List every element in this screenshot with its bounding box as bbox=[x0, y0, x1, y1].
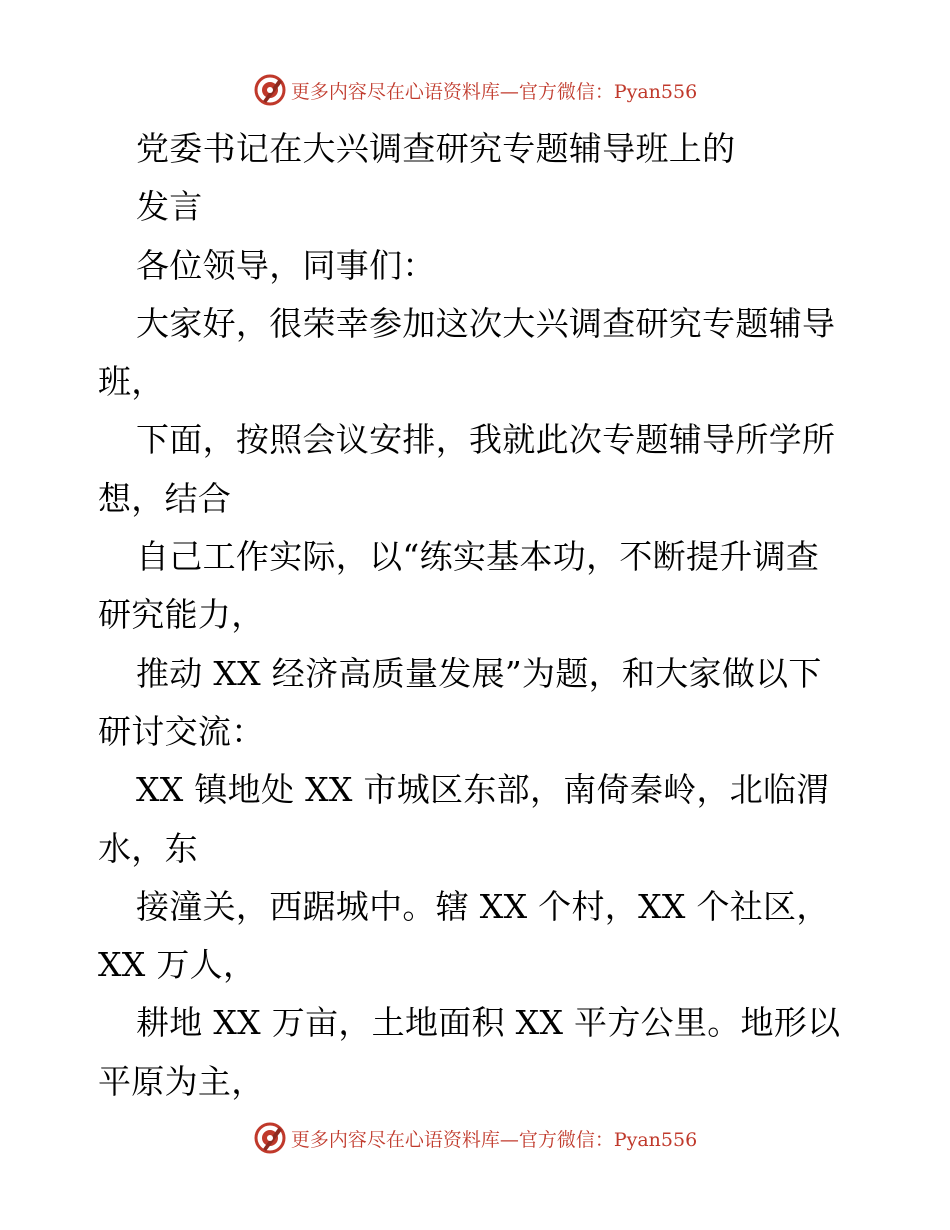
text-line: 发言 bbox=[136, 187, 203, 227]
text-line: 平原为主， bbox=[98, 1061, 265, 1101]
pen-seal-icon bbox=[253, 73, 287, 107]
text-line: 班， bbox=[98, 362, 165, 402]
text-line: 自己工作实际，以“练实基本功，不断提升调查 bbox=[136, 537, 820, 577]
text-line: 研究能力， bbox=[98, 595, 265, 635]
text-line: 大家好，很荣幸参加这次大兴调查研究专题辅导 bbox=[136, 303, 836, 343]
text-line: 研讨交流： bbox=[98, 711, 265, 751]
text-line: 党委书记在大兴调查研究专题辅导班上的 bbox=[136, 129, 736, 168]
document-body bbox=[98, 120, 858, 1111]
watermark-text: 更多内容尽在心语资料库—官方微信：Pyan556 bbox=[290, 1128, 698, 1151]
pen-seal-icon bbox=[253, 1121, 287, 1155]
text-line: 耕地 XX 万亩，土地面积 XX 平方公里。地形以 bbox=[136, 1003, 841, 1043]
footer-watermark bbox=[0, 1118, 950, 1158]
text-line: 想，结合 bbox=[98, 478, 232, 518]
text-line: XX 万人， bbox=[98, 945, 257, 985]
text-line: 水，东 bbox=[98, 828, 198, 868]
text-line: 各位领导，同事们： bbox=[136, 245, 436, 285]
text-line: 接潼关，西踞城中。辖 XX 个村，XX 个社区， bbox=[136, 886, 830, 926]
header-watermark bbox=[0, 70, 950, 110]
text-line: 推动 XX 经济高质量发展”为题，和大家做以下 bbox=[136, 653, 822, 693]
text-line: 下面，按照会议安排，我就此次专题辅导所学所 bbox=[136, 420, 836, 460]
text-line: XX 镇地处 XX 市城区东部，南倚秦岭，北临渭 bbox=[136, 770, 830, 810]
watermark-text: 更多内容尽在心语资料库—官方微信：Pyan556 bbox=[290, 80, 698, 103]
